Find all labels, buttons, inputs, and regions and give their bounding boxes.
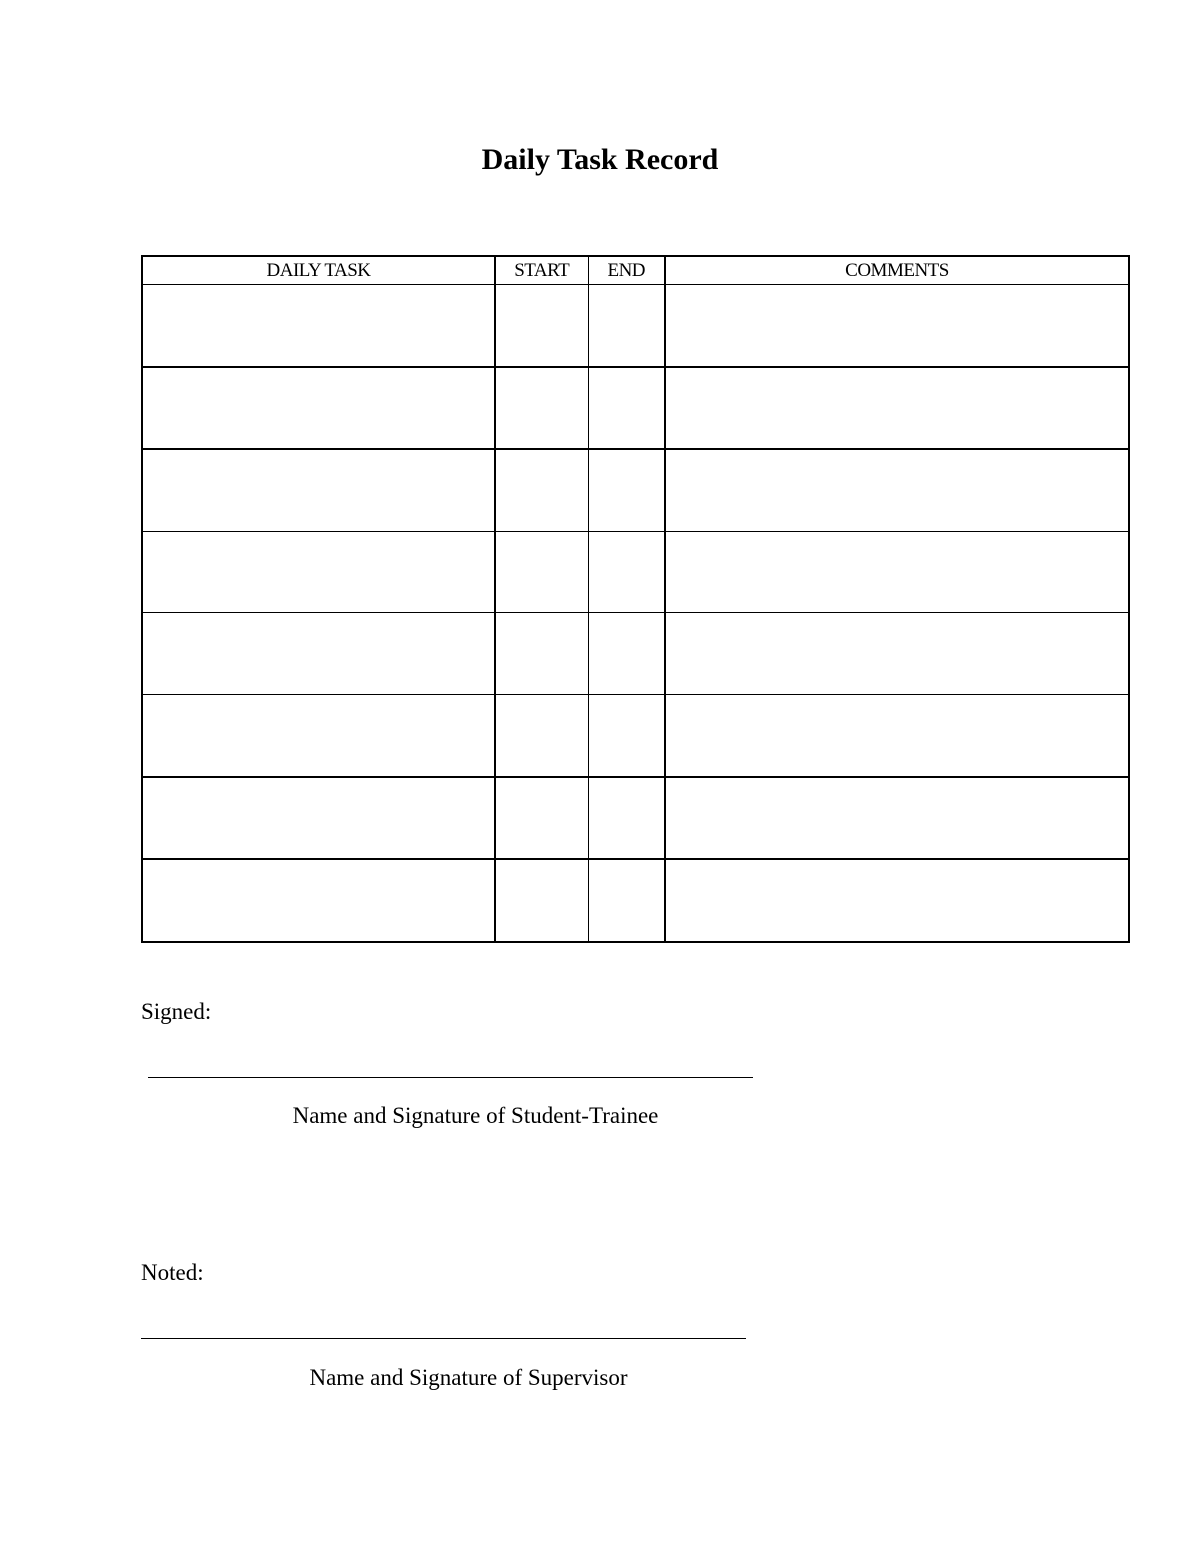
signed-label: Signed: xyxy=(141,999,212,1024)
cell-comments[interactable] xyxy=(665,367,1129,450)
cell-comments[interactable] xyxy=(665,777,1129,860)
cell-comments[interactable] xyxy=(665,531,1129,613)
cell-end[interactable] xyxy=(588,449,665,531)
cell-comments[interactable] xyxy=(665,285,1129,367)
table-row xyxy=(142,449,1129,531)
cell-comments[interactable] xyxy=(665,449,1129,531)
cell-comments[interactable] xyxy=(665,859,1129,942)
cell-start[interactable] xyxy=(495,531,588,613)
student-signature-caption: Name and Signature of Student-Trainee xyxy=(292,1103,659,1128)
cell-daily-task[interactable] xyxy=(142,777,495,860)
table-header-row xyxy=(142,256,1129,285)
cell-daily-task[interactable] xyxy=(142,285,495,367)
cell-daily-task[interactable] xyxy=(142,613,495,695)
header-end: END xyxy=(588,256,665,285)
cell-start[interactable] xyxy=(495,285,588,367)
cell-end[interactable] xyxy=(588,777,665,860)
cell-start[interactable] xyxy=(495,449,588,531)
header-start: START xyxy=(495,256,588,285)
cell-daily-task[interactable] xyxy=(142,367,495,450)
cell-comments[interactable] xyxy=(665,695,1129,777)
cell-daily-task[interactable] xyxy=(142,531,495,613)
cell-daily-task[interactable] xyxy=(142,859,495,942)
cell-end[interactable] xyxy=(588,285,665,367)
cell-end[interactable] xyxy=(588,367,665,450)
daily-task-table xyxy=(141,255,1130,943)
cell-start[interactable] xyxy=(495,777,588,860)
table-row xyxy=(142,859,1129,942)
table-row xyxy=(142,695,1129,777)
table-row xyxy=(142,777,1129,860)
cell-start[interactable] xyxy=(495,695,588,777)
supervisor-signature-caption: Name and Signature of Supervisor xyxy=(309,1365,628,1390)
table-row xyxy=(142,367,1129,450)
table-row xyxy=(142,531,1129,613)
cell-end[interactable] xyxy=(588,695,665,777)
cell-start[interactable] xyxy=(495,859,588,942)
cell-end[interactable] xyxy=(588,613,665,695)
student-signature-line[interactable] xyxy=(148,1077,753,1078)
cell-start[interactable] xyxy=(495,613,588,695)
page-title: Daily Task Record xyxy=(481,143,719,176)
table-row xyxy=(142,613,1129,695)
cell-end[interactable] xyxy=(588,531,665,613)
header-comments: COMMENTS xyxy=(665,256,1129,285)
table-row xyxy=(142,285,1129,367)
cell-start[interactable] xyxy=(495,367,588,450)
header-daily-task: DAILY TASK xyxy=(142,256,495,285)
noted-label: Noted: xyxy=(141,1260,204,1285)
cell-comments[interactable] xyxy=(665,613,1129,695)
cell-end[interactable] xyxy=(588,859,665,942)
cell-daily-task[interactable] xyxy=(142,449,495,531)
supervisor-signature-line[interactable] xyxy=(141,1338,746,1339)
cell-daily-task[interactable] xyxy=(142,695,495,777)
